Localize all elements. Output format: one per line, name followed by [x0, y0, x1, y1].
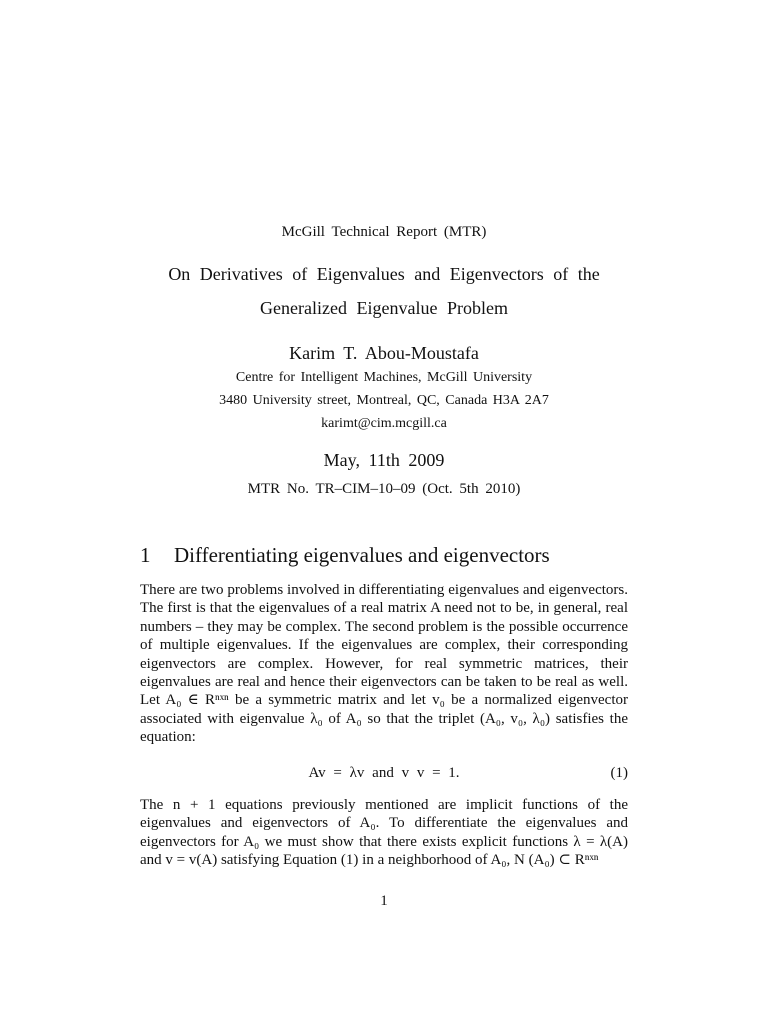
- affiliation-line-2: 3480 University street, Montreal, QC, Canada H3A 2A7: [219, 393, 549, 408]
- paper-title-line-2: Generalized Eigenvalue Problem: [260, 298, 508, 318]
- section-title: Differentiating eigenvalues and eigenvectors: [174, 543, 550, 567]
- paper-title-line-1: On Derivatives of Eigenvalues and Eigenvectors of the: [168, 264, 600, 284]
- report-number: MTR No. TR–CIM–10–09 (Oct. 5th 2010): [247, 481, 521, 497]
- body-paragraph-1: There are two problems involved in differentiating eigenvalues and eigenvectors. The first is that the eigenvalues of a real matrix A need not to be, in general, real numbers – they may be complex. The second problem is the possible occurrence of multiple eigenvalues. If the eigenvalues are complex, their corresponding eigenvectors are complex. However, for real symmetric matrices, their eigenvalues are real and hence their eigenvectors can be taken to be real as well. Let A₀ ∈ Rⁿˣⁿ be a symmetric matrix and let v₀ be a normalized eigenvector associated with eigenvalue λ₀ of A₀ so that the triplet (A₀, v₀, λ₀) satisfies the equation:: [140, 582, 628, 746]
- affiliation-line-1: Centre for Intelligent Machines, McGill University: [235, 370, 533, 385]
- equation-number: (1): [610, 765, 628, 781]
- equation: Av = λv and v v = 1.: [308, 765, 460, 781]
- page-number: 1: [380, 893, 388, 909]
- report-type: McGill Technical Report (MTR): [281, 224, 487, 240]
- section-heading: [140, 543, 550, 568]
- body-paragraph-2: The n + 1 equations previously mentioned are implicit functions of the eigenvalues and eigenvectors of A₀. To differentiate the eigenvalues and eigenvectors for A₀ we must show that there exists explicit functions λ = λ(A) and v = v(A) satisfying Equation (1) in a neighborhood of A₀, N (A₀) ⊂ Rⁿˣⁿ: [140, 797, 628, 869]
- section-number: 1: [140, 543, 151, 567]
- paper-date: May, 11th 2009: [323, 450, 445, 470]
- author-name: Karim T. Abou-Moustafa: [289, 343, 479, 363]
- author-email[interactable]: karimt@cim.mcgill.ca: [321, 416, 447, 431]
